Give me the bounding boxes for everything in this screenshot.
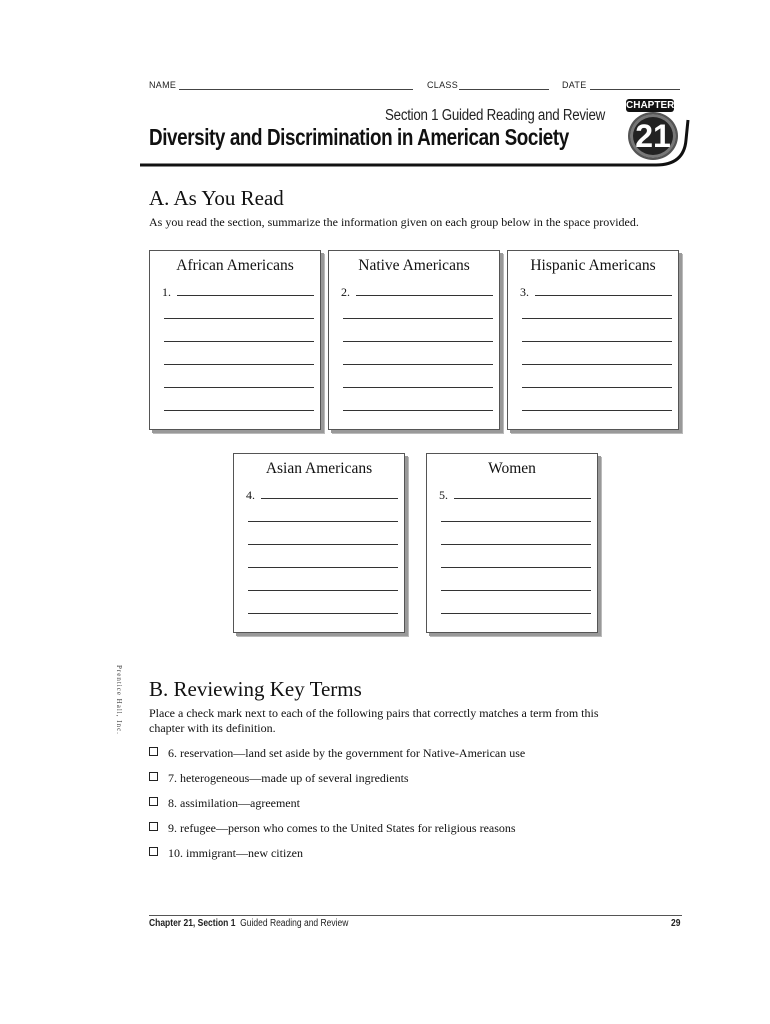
checkbox[interactable] (149, 797, 158, 806)
footer-label: Guided Reading and Review (240, 918, 349, 929)
answer-line[interactable] (343, 364, 493, 365)
answer-line[interactable] (441, 590, 591, 591)
summary-box-asian-americans (233, 453, 405, 633)
answer-line[interactable] (164, 318, 314, 319)
answer-line[interactable] (343, 387, 493, 388)
item-number: 1. (162, 285, 171, 299)
footer-rule (149, 915, 682, 916)
box-title: Asian Americans (265, 460, 373, 477)
answer-line[interactable] (164, 341, 314, 342)
footer-chapter-ref: Chapter 21, Section 1 (149, 918, 236, 929)
answer-line[interactable] (164, 387, 314, 388)
answer-line[interactable] (248, 567, 398, 568)
class-field[interactable] (459, 89, 549, 90)
title-underline (136, 100, 696, 172)
answer-line[interactable] (261, 498, 398, 499)
checkbox[interactable] (149, 747, 158, 756)
key-term-item (149, 746, 525, 761)
answer-line[interactable] (535, 295, 672, 296)
answer-line[interactable] (441, 544, 591, 545)
key-term-text: 6. reservation—land set aside by the government for Native-American use (168, 746, 526, 760)
answer-line[interactable] (164, 410, 314, 411)
summary-box-hispanic-americans (507, 250, 679, 430)
copyright-side-text: Prentice Hall, Inc. (115, 665, 123, 735)
section-b-instructions-line2: chapter with its definition. (149, 721, 276, 735)
checkbox[interactable] (149, 847, 158, 856)
page-title: Diversity and Discrimination in American Society (149, 124, 569, 150)
answer-line[interactable] (522, 341, 672, 342)
footer-left (149, 918, 348, 929)
summary-box-women (426, 453, 598, 633)
answer-line[interactable] (248, 590, 398, 591)
key-term-text: 7. heterogeneous—made up of several ingredients (168, 771, 409, 785)
answer-line[interactable] (522, 410, 672, 411)
checkbox[interactable] (149, 822, 158, 831)
key-term-text: 9. refugee—person who comes to the United States for religious reasons (168, 821, 516, 835)
key-term-item (149, 846, 303, 861)
item-number: 3. (520, 285, 529, 299)
answer-line[interactable] (343, 410, 493, 411)
checkbox[interactable] (149, 772, 158, 781)
key-term-item (149, 796, 300, 811)
date-label: DATE (562, 80, 587, 90)
name-field[interactable] (179, 89, 413, 90)
summary-box-african-americans (149, 250, 321, 430)
item-number: 4. (246, 488, 255, 502)
box-title: Hispanic Americans (530, 257, 656, 274)
section-b-instructions-line1: Place a check mark next to each of the following pairs that correctly matches a term from this (149, 706, 599, 720)
answer-line[interactable] (248, 544, 398, 545)
answer-line[interactable] (356, 295, 493, 296)
answer-line[interactable] (177, 295, 314, 296)
answer-line[interactable] (441, 567, 591, 568)
section-a-instructions: As you read the section, summarize the information given on each group below in the space provided. (149, 215, 639, 229)
key-term-text: 8. assimilation—agreement (168, 796, 300, 810)
class-label: CLASS (427, 80, 459, 90)
chapter-number-badge: 21 (628, 112, 678, 160)
answer-line[interactable] (522, 364, 672, 365)
answer-line[interactable] (441, 613, 591, 614)
answer-line[interactable] (454, 498, 591, 499)
answer-line[interactable] (164, 364, 314, 365)
name-label: NAME (149, 80, 177, 90)
answer-line[interactable] (248, 521, 398, 522)
chapter-label: CHAPTER (626, 100, 675, 111)
box-title: Native Americans (358, 257, 470, 274)
box-title: Women (488, 460, 536, 477)
key-term-item (149, 821, 516, 836)
section-b-heading: B. Reviewing Key Terms (149, 677, 362, 701)
section-subtitle: Section 1 Guided Reading and Review (385, 107, 605, 124)
section-a-heading: A. As You Read (149, 186, 284, 210)
page-number: 29 (671, 918, 681, 929)
answer-line[interactable] (522, 387, 672, 388)
item-number: 2. (341, 285, 350, 299)
answer-line[interactable] (248, 613, 398, 614)
answer-line[interactable] (343, 318, 493, 319)
box-title: African Americans (176, 257, 294, 274)
answer-line[interactable] (522, 318, 672, 319)
key-term-item (149, 771, 409, 786)
item-number: 5. (439, 488, 448, 502)
answer-line[interactable] (441, 521, 591, 522)
answer-line[interactable] (343, 341, 493, 342)
key-term-text: 10. immigrant—new citizen (168, 846, 303, 860)
summary-box-native-americans (328, 250, 500, 430)
date-field[interactable] (590, 89, 680, 90)
